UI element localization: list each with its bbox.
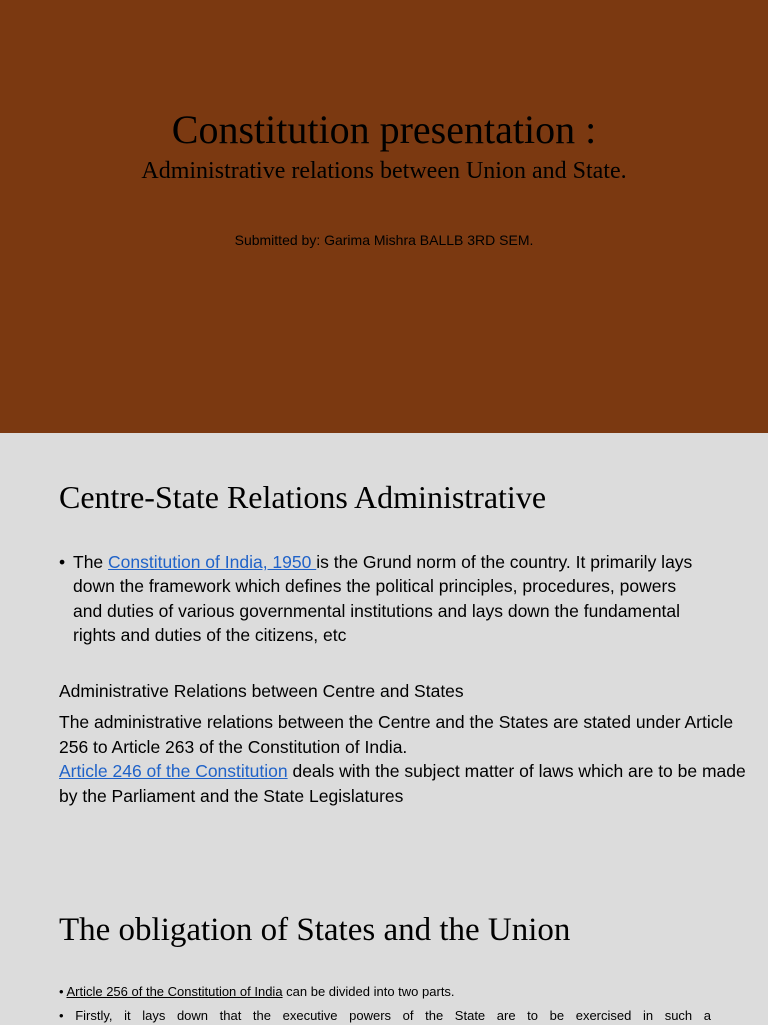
paragraph-text-1: The administrative relations between the Centre and the States are stated under Article 256 to Article 263 of the Constitution of India. [59,712,734,757]
paragraph-heading: Administrative Relations between Centre and States [59,681,464,701]
bullet-marker: • [59,984,64,999]
small-bullet-item [59,983,711,1001]
small-bullet-text: can be divided into two parts. [282,984,455,999]
section-heading: The obligation of States and the Union [59,912,571,948]
constitution-link[interactable]: Constitution of India, 1950 [108,552,317,572]
paragraph-body [59,710,749,808]
article-256-link[interactable]: Article 256 of the Constitution of India [66,984,283,999]
article-246-link[interactable]: Article 246 of the Constitution [59,761,288,782]
submitted-by-text: Submitted by: Garima Mishra BALLB 3RD SEM. [234,232,534,248]
presentation-subtitle: Administrative relations between Union and State. [141,158,627,184]
small-bullet-text: Firstly, it lays down that the executive powers of the State are to be exercised in such a [75,1008,711,1023]
bullet-text: is the Grund norm of the country. It primarily lays down the framework which defines the political principles, procedures, powers and duties of various governmental institutions and lays down the fundamental rights and duties of the citizens, etc [73,552,693,646]
small-bullet-item [59,1007,711,1025]
presentation-title: Constitution presentation : [171,107,597,152]
bullet-item [59,550,699,648]
slide-title: Centre-State Relations Administrative [59,479,547,515]
content-slide [0,433,768,1024]
paragraph-text-2: deals with the subject matter of laws which are to be made by the Parliament and the State Legislatures [59,761,746,806]
title-slide [0,0,768,433]
bullet-marker: • [59,1008,64,1023]
bullet-prefix: The [73,552,109,572]
bullet-marker: • [59,552,66,572]
